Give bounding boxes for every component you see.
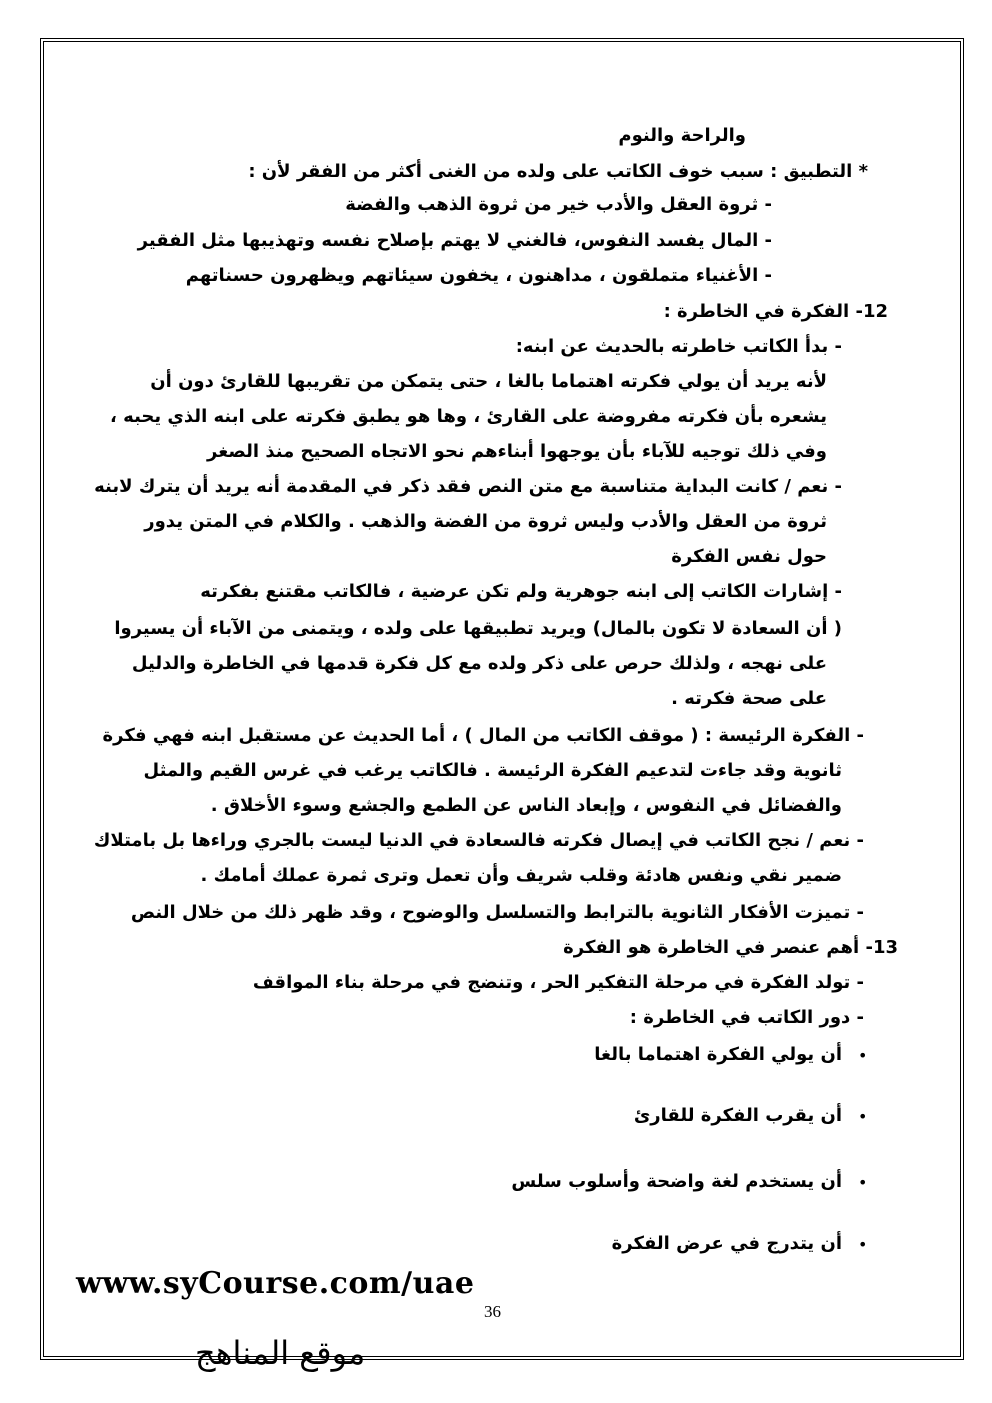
bullet-item: أن يقرب الفكرة للقارئ — [633, 1105, 842, 1126]
text-line: على صحة فكرته . — [671, 688, 827, 709]
text-line: - إشارات الكاتب إلى ابنه جوهرية ولم تكن عرضية ، فالكاتب مقتنع بفكرته — [200, 581, 842, 602]
text-line: - نعم / كانت البداية متناسبة مع متن النص فقد ذكر في المقدمة أنه يريد أن يترك لابنه — [94, 476, 842, 497]
text-line: - المال يفسد النفوس، فالغني لا يهتم بإصلاح نفسه وتهذيبها مثل الفقير — [137, 230, 772, 251]
bullet-item: أن يستخدم لغة واضحة وأسلوب سلس — [511, 1171, 842, 1192]
text-line: - بدأ الكاتب خاطرته بالحديث عن ابنه: — [515, 336, 842, 357]
text-line: - تولد الفكرة في مرحلة التفكير الحر ، وتنضج في مرحلة بناء المواقف — [252, 972, 864, 993]
section-heading-12: 12- الفكرة في الخاطرة : — [663, 301, 888, 322]
text-line: وفي ذلك توجيه للآباء بأن يوجهوا أبناءهم نحو الاتجاه الصحيح منذ الصغر — [207, 441, 827, 462]
bullet-dot: • — [858, 1173, 868, 1192]
text-line: والراحة والنوم — [618, 125, 746, 146]
bullet-dot: • — [858, 1107, 868, 1126]
text-line: - تميزت الأفكار الثانوية بالترابط والتسلسل والوضوح ، وقد ظهر ذلك من خلال النص — [130, 902, 864, 923]
text-line: على نهجه ، ولذلك حرص على ذكر ولده مع كل فكرة قدمها في الخاطرة والدليل — [131, 653, 827, 674]
page-number: 36 — [484, 1302, 501, 1321]
bullet-item: أن يولي الفكرة اهتماما بالغا — [594, 1044, 842, 1065]
bullet-dot: • — [858, 1235, 868, 1254]
text-line: - دور الكاتب في الخاطرة : — [629, 1007, 864, 1028]
text-line: يشعره بأن فكرته مفروضة على القارئ ، وها هو يطبق فكرته على ابنه الذي يحبه ، — [110, 406, 827, 427]
text-line: حول نفس الفكرة — [671, 546, 827, 567]
text-line: - الفكرة الرئيسة : ( موقف الكاتب من المال ) ، أما الحديث عن مستقبل ابنه فهي فكرة — [102, 725, 864, 746]
text-line: - نعم / نجح الكاتب في إيصال فكرته فالسعادة في الدنيا ليست بالجري وراءها بل بامتلاك — [93, 830, 864, 851]
bullet-dot: • — [858, 1046, 868, 1065]
text-line: لأنه يريد أن يولي فكرته اهتماما بالغا ، حتى يتمكن من تقريبها للقارئ دون أن — [150, 371, 827, 392]
section-heading-13: 13- أهم عنصر في الخاطرة هو الفكرة — [563, 937, 898, 958]
footer-website: www.syCourse.com/uae — [76, 1266, 475, 1301]
bullet-item: أن يتدرج في عرض الفكرة — [611, 1233, 842, 1254]
text-line: - ثروة العقل والأدب خير من ثروة الذهب والفضة — [345, 194, 772, 215]
application-heading: * التطبيق : سبب خوف الكاتب على ولده من الغنى أكثر من الفقر لأن : — [248, 161, 868, 182]
text-line: - الأغنياء متملقون ، مداهنون ، يخفون سيئاتهم ويظهرون حسناتهم — [185, 265, 772, 286]
text-line: ثانوية وقد جاءت لتدعيم الفكرة الرئيسة . فالكاتب يرغب في غرس القيم والمثل — [143, 760, 842, 781]
text-line: ضمير نقي ونفس هادئة وقلب شريف وأن تعمل وترى ثمرة عملك أمامك . — [200, 865, 842, 886]
footer-site-name: موقع المناهج — [195, 1334, 366, 1372]
text-line: والفضائل في النفوس ، وإبعاد الناس عن الطمع والجشع وسوء الأخلاق . — [210, 795, 842, 816]
text-line: ( أن السعادة لا تكون بالمال) ويريد تطبيقها على ولده ، ويتمنى من الآباء أن يسيروا — [114, 618, 842, 639]
text-line: ثروة من العقل والأدب وليس ثروة من الفضة والذهب . والكلام في المتن يدور — [144, 511, 827, 532]
